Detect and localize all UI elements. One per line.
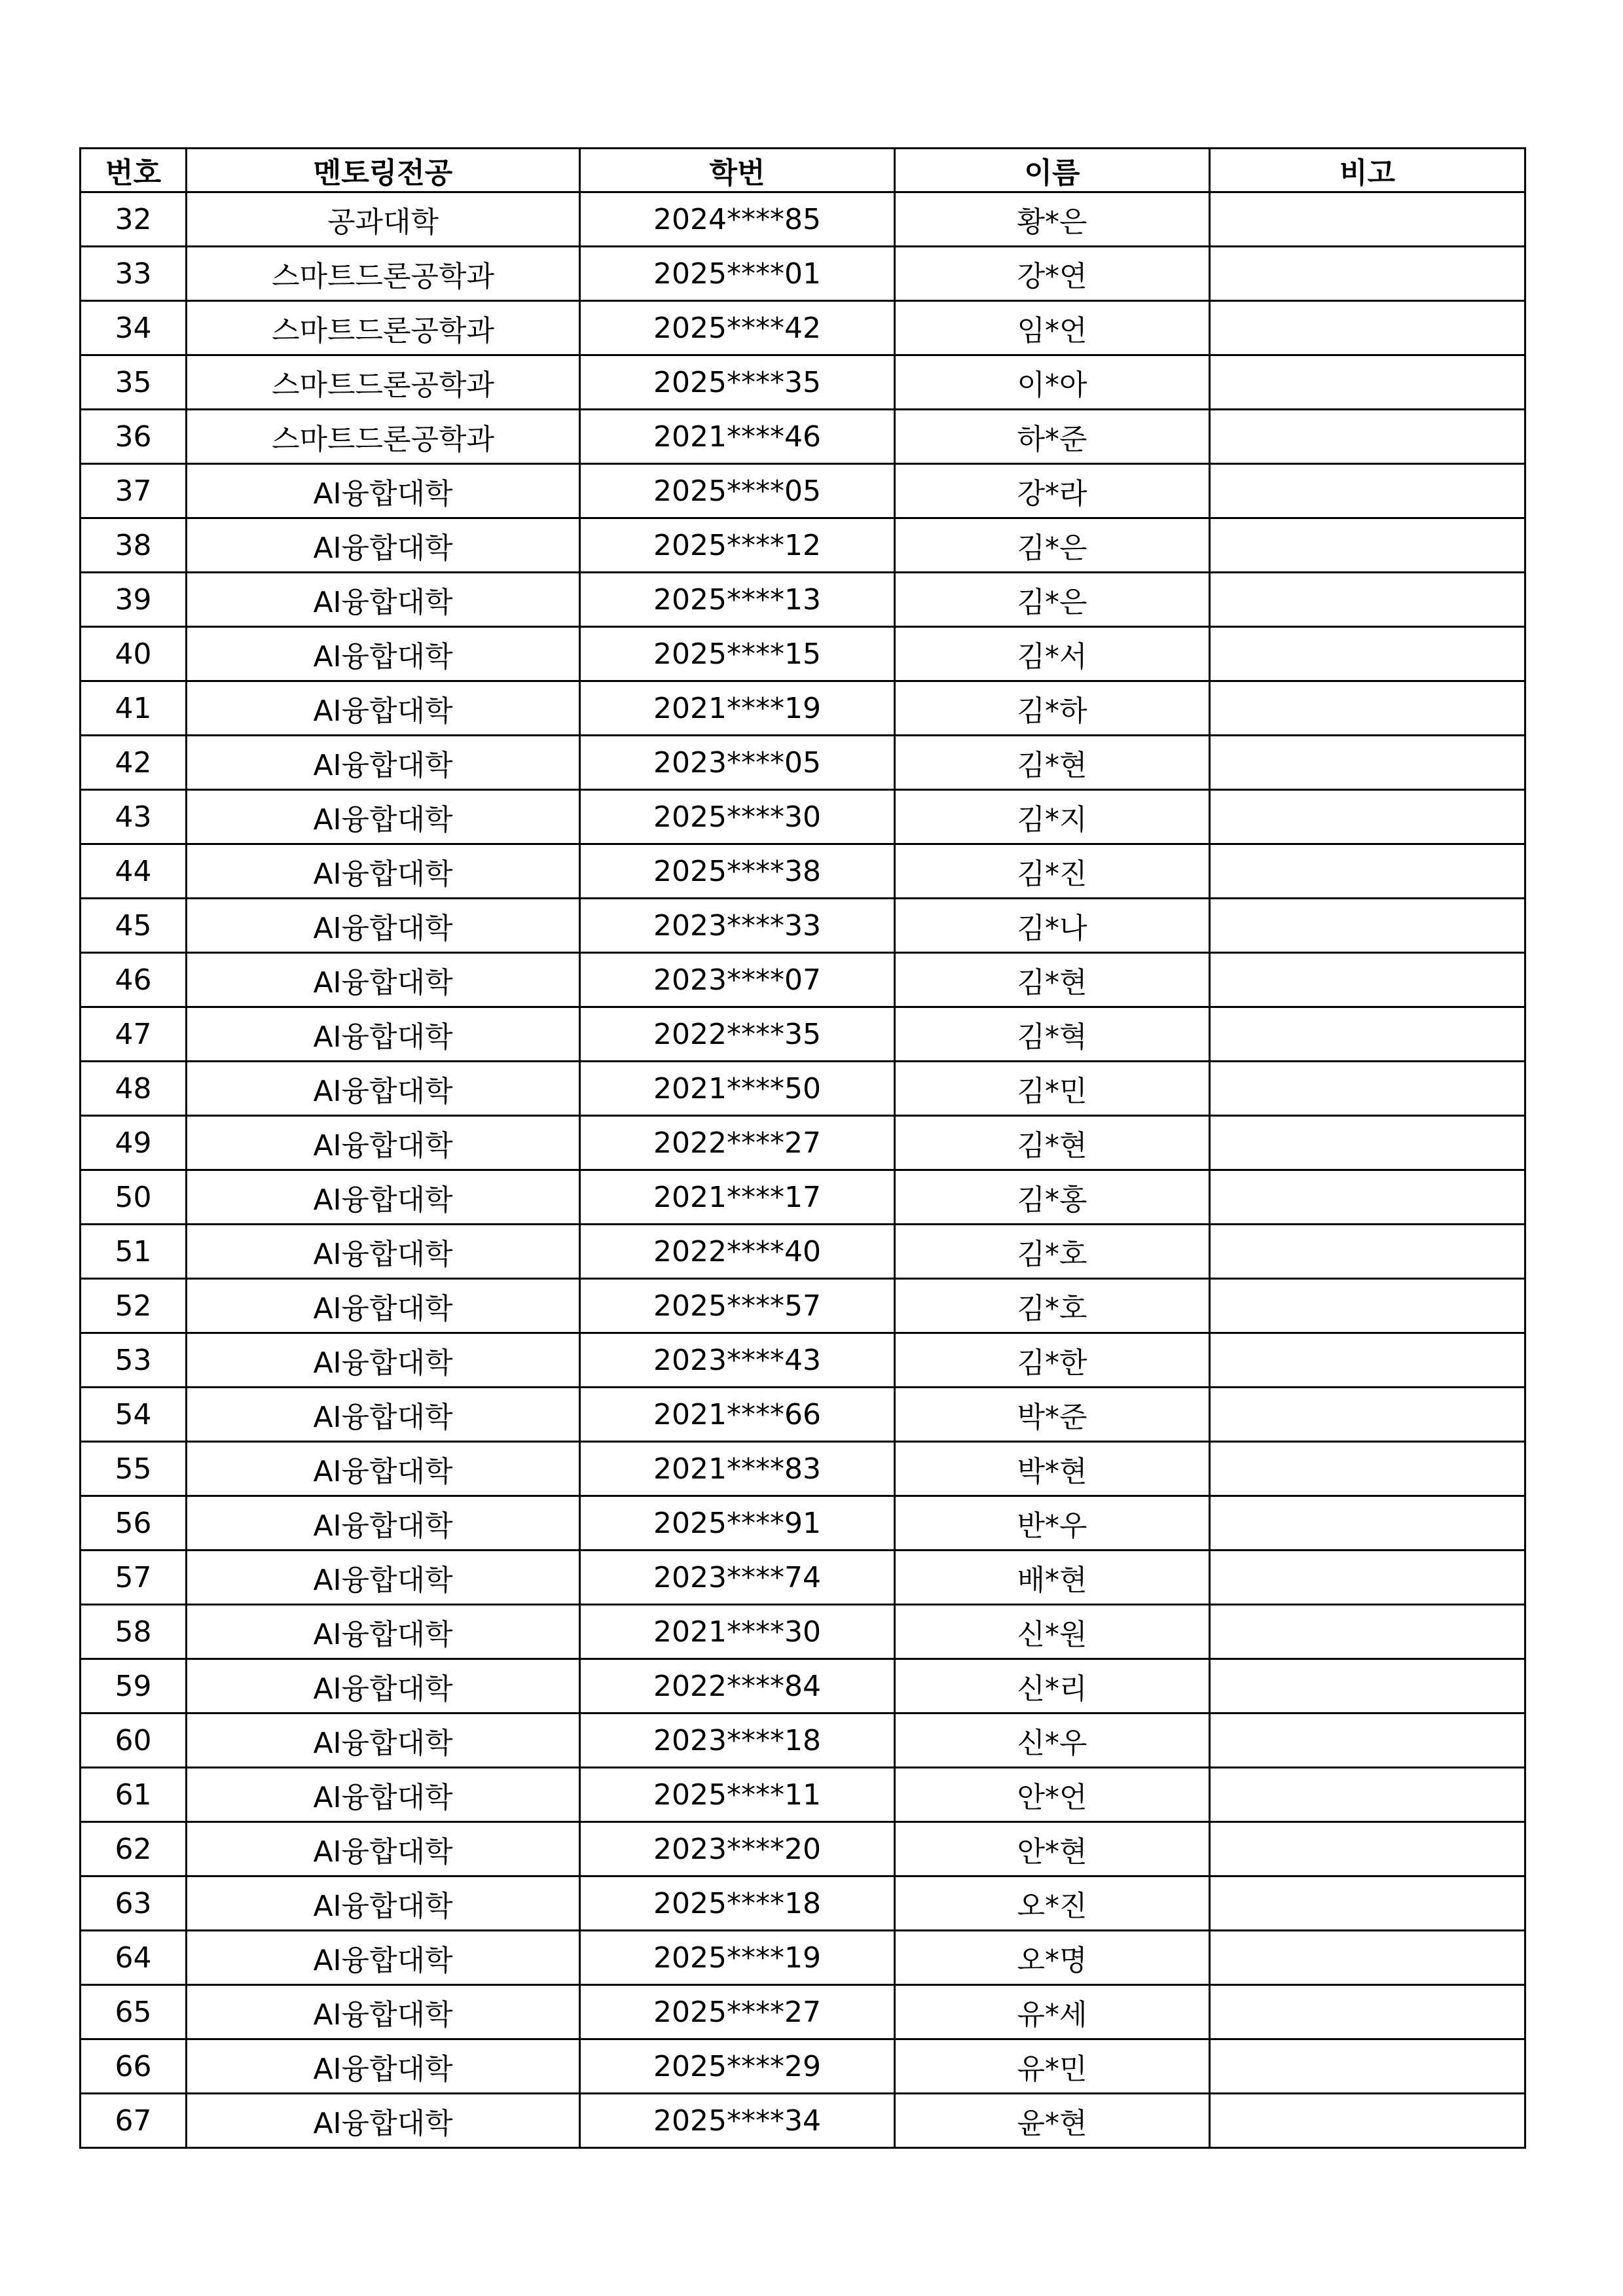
table-row	[81, 464, 1525, 518]
cell-student-id: 2025****11	[580, 1768, 895, 1822]
cell-number: 35	[81, 355, 187, 410]
table-row	[81, 1605, 1525, 1659]
cell-number: 63	[81, 1876, 187, 1931]
cell-student-id: 2021****83	[580, 1442, 895, 1496]
cell-number: 52	[81, 1279, 187, 1333]
cell-mentoring-major: AI융합대학	[187, 1985, 580, 2039]
table-body	[81, 192, 1525, 2148]
table-row	[81, 1116, 1525, 1170]
cell-name: 김*지	[895, 790, 1210, 844]
cell-mentoring-major: AI융합대학	[187, 1388, 580, 1442]
cell-mentoring-major: AI융합대학	[187, 953, 580, 1007]
cell-student-id: 2025****91	[580, 1496, 895, 1551]
cell-student-id: 2023****05	[580, 736, 895, 790]
table-row	[81, 1768, 1525, 1822]
cell-student-id: 2025****18	[580, 1876, 895, 1931]
cell-student-id: 2021****19	[580, 681, 895, 736]
cell-mentoring-major: AI융합대학	[187, 1170, 580, 1225]
table-row	[81, 1225, 1525, 1279]
cell-remarks	[1210, 1333, 1525, 1388]
cell-name: 안*현	[895, 1822, 1210, 1876]
cell-student-id: 2022****35	[580, 1007, 895, 1062]
cell-student-id: 2023****20	[580, 1822, 895, 1876]
cell-number: 59	[81, 1659, 187, 1713]
cell-mentoring-major: AI융합대학	[187, 1713, 580, 1768]
cell-student-id: 2025****38	[580, 844, 895, 899]
cell-student-id: 2025****30	[580, 790, 895, 844]
cell-name: 신*원	[895, 1605, 1210, 1659]
table-row	[81, 1442, 1525, 1496]
cell-mentoring-major: AI융합대학	[187, 1007, 580, 1062]
cell-student-id: 2021****50	[580, 1062, 895, 1116]
cell-remarks	[1210, 1442, 1525, 1496]
cell-name: 김*혁	[895, 1007, 1210, 1062]
table-row	[81, 2039, 1525, 2094]
cell-number: 36	[81, 410, 187, 464]
cell-remarks	[1210, 1551, 1525, 1605]
cell-name: 신*리	[895, 1659, 1210, 1713]
table-row	[81, 1279, 1525, 1333]
cell-number: 64	[81, 1931, 187, 1985]
cell-number: 32	[81, 192, 187, 247]
cell-student-id: 2023****74	[580, 1551, 895, 1605]
cell-remarks	[1210, 790, 1525, 844]
cell-remarks	[1210, 2039, 1525, 2094]
cell-name: 김*현	[895, 1116, 1210, 1170]
header-name: 이름	[895, 149, 1210, 192]
cell-mentoring-major: AI융합대학	[187, 2094, 580, 2148]
cell-student-id: 2021****46	[580, 410, 895, 464]
cell-mentoring-major: 스마트드론공학과	[187, 301, 580, 355]
cell-number: 57	[81, 1551, 187, 1605]
cell-number: 34	[81, 301, 187, 355]
cell-name: 김*진	[895, 844, 1210, 899]
cell-remarks	[1210, 899, 1525, 953]
cell-remarks	[1210, 1225, 1525, 1279]
cell-mentoring-major: AI융합대학	[187, 1822, 580, 1876]
cell-mentoring-major: AI융합대학	[187, 573, 580, 627]
cell-number: 51	[81, 1225, 187, 1279]
cell-remarks	[1210, 247, 1525, 301]
table-row	[81, 953, 1525, 1007]
cell-number: 49	[81, 1116, 187, 1170]
cell-mentoring-major: AI융합대학	[187, 2039, 580, 2094]
cell-remarks	[1210, 844, 1525, 899]
cell-number: 56	[81, 1496, 187, 1551]
cell-remarks	[1210, 410, 1525, 464]
cell-student-id: 2025****12	[580, 518, 895, 573]
cell-student-id: 2025****01	[580, 247, 895, 301]
cell-number: 38	[81, 518, 187, 573]
cell-student-id: 2023****07	[580, 953, 895, 1007]
table-row	[81, 247, 1525, 301]
cell-remarks	[1210, 464, 1525, 518]
table-row	[81, 681, 1525, 736]
cell-remarks	[1210, 1170, 1525, 1225]
cell-student-id: 2025****27	[580, 1985, 895, 2039]
cell-name: 배*현	[895, 1551, 1210, 1605]
cell-name: 김*현	[895, 736, 1210, 790]
cell-mentoring-major: AI융합대학	[187, 790, 580, 844]
table-row	[81, 1822, 1525, 1876]
cell-remarks	[1210, 1768, 1525, 1822]
cell-mentoring-major: AI융합대학	[187, 627, 580, 681]
table-row	[81, 573, 1525, 627]
cell-number: 44	[81, 844, 187, 899]
cell-number: 65	[81, 1985, 187, 2039]
cell-student-id: 2025****35	[580, 355, 895, 410]
cell-name: 반*우	[895, 1496, 1210, 1551]
cell-name: 김*은	[895, 518, 1210, 573]
table-row	[81, 627, 1525, 681]
cell-name: 강*라	[895, 464, 1210, 518]
cell-number: 50	[81, 1170, 187, 1225]
table-row	[81, 844, 1525, 899]
cell-student-id: 2021****17	[580, 1170, 895, 1225]
cell-name: 이*아	[895, 355, 1210, 410]
cell-number: 41	[81, 681, 187, 736]
cell-student-id: 2025****57	[580, 1279, 895, 1333]
cell-number: 58	[81, 1605, 187, 1659]
cell-number: 55	[81, 1442, 187, 1496]
table-row	[81, 1659, 1525, 1713]
table-row	[81, 1876, 1525, 1931]
cell-mentoring-major: AI융합대학	[187, 1496, 580, 1551]
cell-name: 박*준	[895, 1388, 1210, 1442]
cell-number: 39	[81, 573, 187, 627]
cell-mentoring-major: AI융합대학	[187, 518, 580, 573]
cell-mentoring-major: 스마트드론공학과	[187, 247, 580, 301]
cell-mentoring-major: AI융합대학	[187, 681, 580, 736]
header-number: 번호	[81, 149, 187, 192]
cell-remarks	[1210, 1116, 1525, 1170]
table-row	[81, 790, 1525, 844]
cell-remarks	[1210, 1822, 1525, 1876]
cell-student-id: 2023****18	[580, 1713, 895, 1768]
cell-name: 김*은	[895, 573, 1210, 627]
cell-mentoring-major: AI융합대학	[187, 1279, 580, 1333]
cell-student-id: 2025****34	[580, 2094, 895, 2148]
cell-mentoring-major: AI융합대학	[187, 1659, 580, 1713]
cell-remarks	[1210, 1279, 1525, 1333]
cell-number: 62	[81, 1822, 187, 1876]
cell-remarks	[1210, 1605, 1525, 1659]
cell-remarks	[1210, 518, 1525, 573]
cell-number: 48	[81, 1062, 187, 1116]
cell-name: 유*민	[895, 2039, 1210, 2094]
cell-remarks	[1210, 1062, 1525, 1116]
cell-student-id: 2024****85	[580, 192, 895, 247]
cell-remarks	[1210, 2094, 1525, 2148]
cell-student-id: 2022****27	[580, 1116, 895, 1170]
cell-number: 60	[81, 1713, 187, 1768]
cell-mentoring-major: AI융합대학	[187, 736, 580, 790]
cell-name: 윤*현	[895, 2094, 1210, 2148]
table-row	[81, 1062, 1525, 1116]
cell-remarks	[1210, 355, 1525, 410]
cell-mentoring-major: AI융합대학	[187, 1225, 580, 1279]
header-remarks: 비고	[1210, 149, 1525, 192]
table-row	[81, 1170, 1525, 1225]
cell-number: 40	[81, 627, 187, 681]
table-row	[81, 1985, 1525, 2039]
cell-student-id: 2021****30	[580, 1605, 895, 1659]
cell-number: 43	[81, 790, 187, 844]
cell-number: 37	[81, 464, 187, 518]
cell-mentoring-major: 스마트드론공학과	[187, 355, 580, 410]
cell-name: 김*하	[895, 681, 1210, 736]
cell-mentoring-major: AI융합대학	[187, 1116, 580, 1170]
header-mentoring-major: 멘토링전공	[187, 149, 580, 192]
cell-name: 강*연	[895, 247, 1210, 301]
cell-name: 황*은	[895, 192, 1210, 247]
cell-name: 안*언	[895, 1768, 1210, 1822]
cell-name: 김*호	[895, 1279, 1210, 1333]
cell-student-id: 2025****13	[580, 573, 895, 627]
cell-name: 오*진	[895, 1876, 1210, 1931]
cell-number: 47	[81, 1007, 187, 1062]
cell-mentoring-major: AI융합대학	[187, 1876, 580, 1931]
cell-remarks	[1210, 301, 1525, 355]
cell-remarks	[1210, 1659, 1525, 1713]
cell-number: 33	[81, 247, 187, 301]
cell-name: 박*현	[895, 1442, 1210, 1496]
cell-remarks	[1210, 627, 1525, 681]
cell-name: 임*언	[895, 301, 1210, 355]
cell-number: 46	[81, 953, 187, 1007]
table-row	[81, 1551, 1525, 1605]
header-student-id: 학번	[580, 149, 895, 192]
cell-name: 김*서	[895, 627, 1210, 681]
table-row	[81, 1007, 1525, 1062]
cell-mentoring-major: 공과대학	[187, 192, 580, 247]
cell-student-id: 2023****43	[580, 1333, 895, 1388]
cell-remarks	[1210, 1876, 1525, 1931]
cell-mentoring-major: AI융합대학	[187, 1605, 580, 1659]
table-row	[81, 355, 1525, 410]
cell-mentoring-major: AI융합대학	[187, 1062, 580, 1116]
cell-number: 53	[81, 1333, 187, 1388]
cell-name: 김*홍	[895, 1170, 1210, 1225]
cell-mentoring-major: AI융합대학	[187, 1931, 580, 1985]
cell-remarks	[1210, 1985, 1525, 2039]
cell-remarks	[1210, 1931, 1525, 1985]
cell-name: 오*명	[895, 1931, 1210, 1985]
cell-remarks	[1210, 1713, 1525, 1768]
cell-student-id: 2025****29	[580, 2039, 895, 2094]
cell-remarks	[1210, 681, 1525, 736]
table-row	[81, 899, 1525, 953]
cell-name: 김*민	[895, 1062, 1210, 1116]
cell-remarks	[1210, 192, 1525, 247]
table-row	[81, 192, 1525, 247]
table-row	[81, 410, 1525, 464]
cell-mentoring-major: 스마트드론공학과	[187, 410, 580, 464]
mentoring-roster-table	[79, 147, 1526, 2149]
cell-student-id: 2025****15	[580, 627, 895, 681]
cell-student-id: 2023****33	[580, 899, 895, 953]
cell-student-id: 2025****19	[580, 1931, 895, 1985]
cell-name: 김*나	[895, 899, 1210, 953]
cell-remarks	[1210, 1388, 1525, 1442]
table-row	[81, 1713, 1525, 1768]
table-row	[81, 1931, 1525, 1985]
cell-number: 66	[81, 2039, 187, 2094]
cell-remarks	[1210, 573, 1525, 627]
cell-number: 67	[81, 2094, 187, 2148]
table-row	[81, 1333, 1525, 1388]
table-row	[81, 518, 1525, 573]
header-row	[81, 149, 1525, 192]
cell-number: 45	[81, 899, 187, 953]
table-row	[81, 1388, 1525, 1442]
cell-remarks	[1210, 1496, 1525, 1551]
cell-number: 42	[81, 736, 187, 790]
cell-remarks	[1210, 953, 1525, 1007]
cell-student-id: 2025****42	[580, 301, 895, 355]
table-row	[81, 2094, 1525, 2148]
cell-name: 김*한	[895, 1333, 1210, 1388]
cell-mentoring-major: AI융합대학	[187, 1551, 580, 1605]
cell-mentoring-major: AI융합대학	[187, 464, 580, 518]
cell-number: 61	[81, 1768, 187, 1822]
cell-student-id: 2025****05	[580, 464, 895, 518]
table-row	[81, 1496, 1525, 1551]
cell-remarks	[1210, 736, 1525, 790]
cell-mentoring-major: AI융합대학	[187, 1333, 580, 1388]
table-row	[81, 301, 1525, 355]
cell-name: 유*세	[895, 1985, 1210, 2039]
table-row	[81, 736, 1525, 790]
cell-student-id: 2022****40	[580, 1225, 895, 1279]
cell-remarks	[1210, 1007, 1525, 1062]
cell-mentoring-major: AI융합대학	[187, 1442, 580, 1496]
cell-mentoring-major: AI융합대학	[187, 1768, 580, 1822]
cell-name: 신*우	[895, 1713, 1210, 1768]
cell-mentoring-major: AI융합대학	[187, 899, 580, 953]
cell-number: 54	[81, 1388, 187, 1442]
cell-student-id: 2022****84	[580, 1659, 895, 1713]
cell-name: 하*준	[895, 410, 1210, 464]
cell-student-id: 2021****66	[580, 1388, 895, 1442]
cell-name: 김*호	[895, 1225, 1210, 1279]
cell-mentoring-major: AI융합대학	[187, 844, 580, 899]
cell-name: 김*현	[895, 953, 1210, 1007]
